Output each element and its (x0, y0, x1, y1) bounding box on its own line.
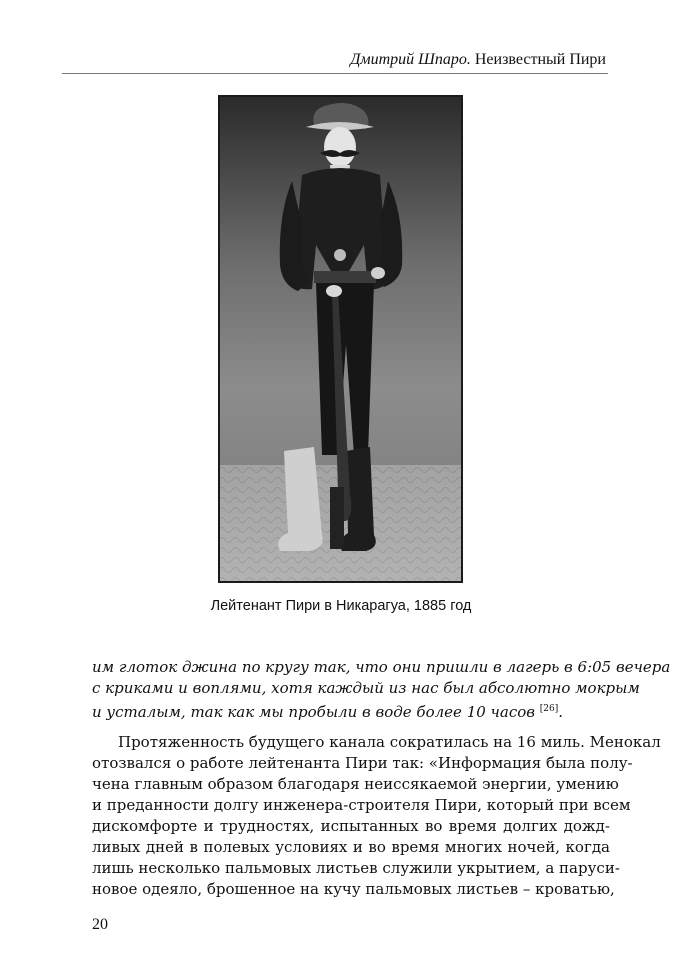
page-number: 20 (92, 916, 108, 933)
running-header-text (350, 51, 606, 69)
paragraph-line: новое одеяло, брошенное на кучу пальмовых листьев – кроватью, (92, 880, 615, 898)
quote-line-last (92, 699, 610, 723)
footnote-reference[interactable]: [26] (539, 704, 559, 714)
portrait-photo (218, 95, 463, 583)
running-header (62, 44, 608, 74)
paragraph-line: чена главным образом благодаря неиссякаемой энергии, умению (92, 775, 619, 793)
photo-caption: Лейтенант Пири в Никарагуа, 1885 год (210, 598, 472, 614)
paragraph-line: Протяженность будущего канала сократилась на 16 миль. Менокал (118, 733, 661, 751)
paragraph-line: дискомфорте и трудностях, испытанных во время долгих дожд- (92, 817, 610, 835)
quote-block (92, 657, 671, 723)
quote-line: с криками и воплями, хотя каждый из нас был абсолютно мокрым (92, 679, 640, 697)
quote-end-punct: . (558, 703, 564, 721)
paragraph-line: лишь несколько пальмовых листьев служили укрытием, а паруси- (92, 859, 620, 877)
header-rule (62, 73, 608, 74)
body-paragraph (92, 732, 661, 900)
paragraph-line: отозвался о работе лейтенанта Пири так: «Информация была полу- (92, 754, 633, 772)
paragraph-line: ливых дней в полевых условиях и во время многих ночей, когда (92, 838, 610, 856)
header-title: Неизвестный Пири (474, 51, 606, 68)
header-author: Дмитрий Шпаро. (350, 51, 471, 68)
quote-line: им глоток джина по кругу так, что они пришли в лагерь в 6:05 вечера (92, 658, 671, 676)
portrait-lieutenant-peary (218, 95, 463, 583)
quote-last-text: и усталым, так как мы пробыли в воде более 10 часов (92, 703, 535, 721)
paragraph-line: и преданности долгу инженера-строителя Пири, который при всем (92, 796, 631, 814)
